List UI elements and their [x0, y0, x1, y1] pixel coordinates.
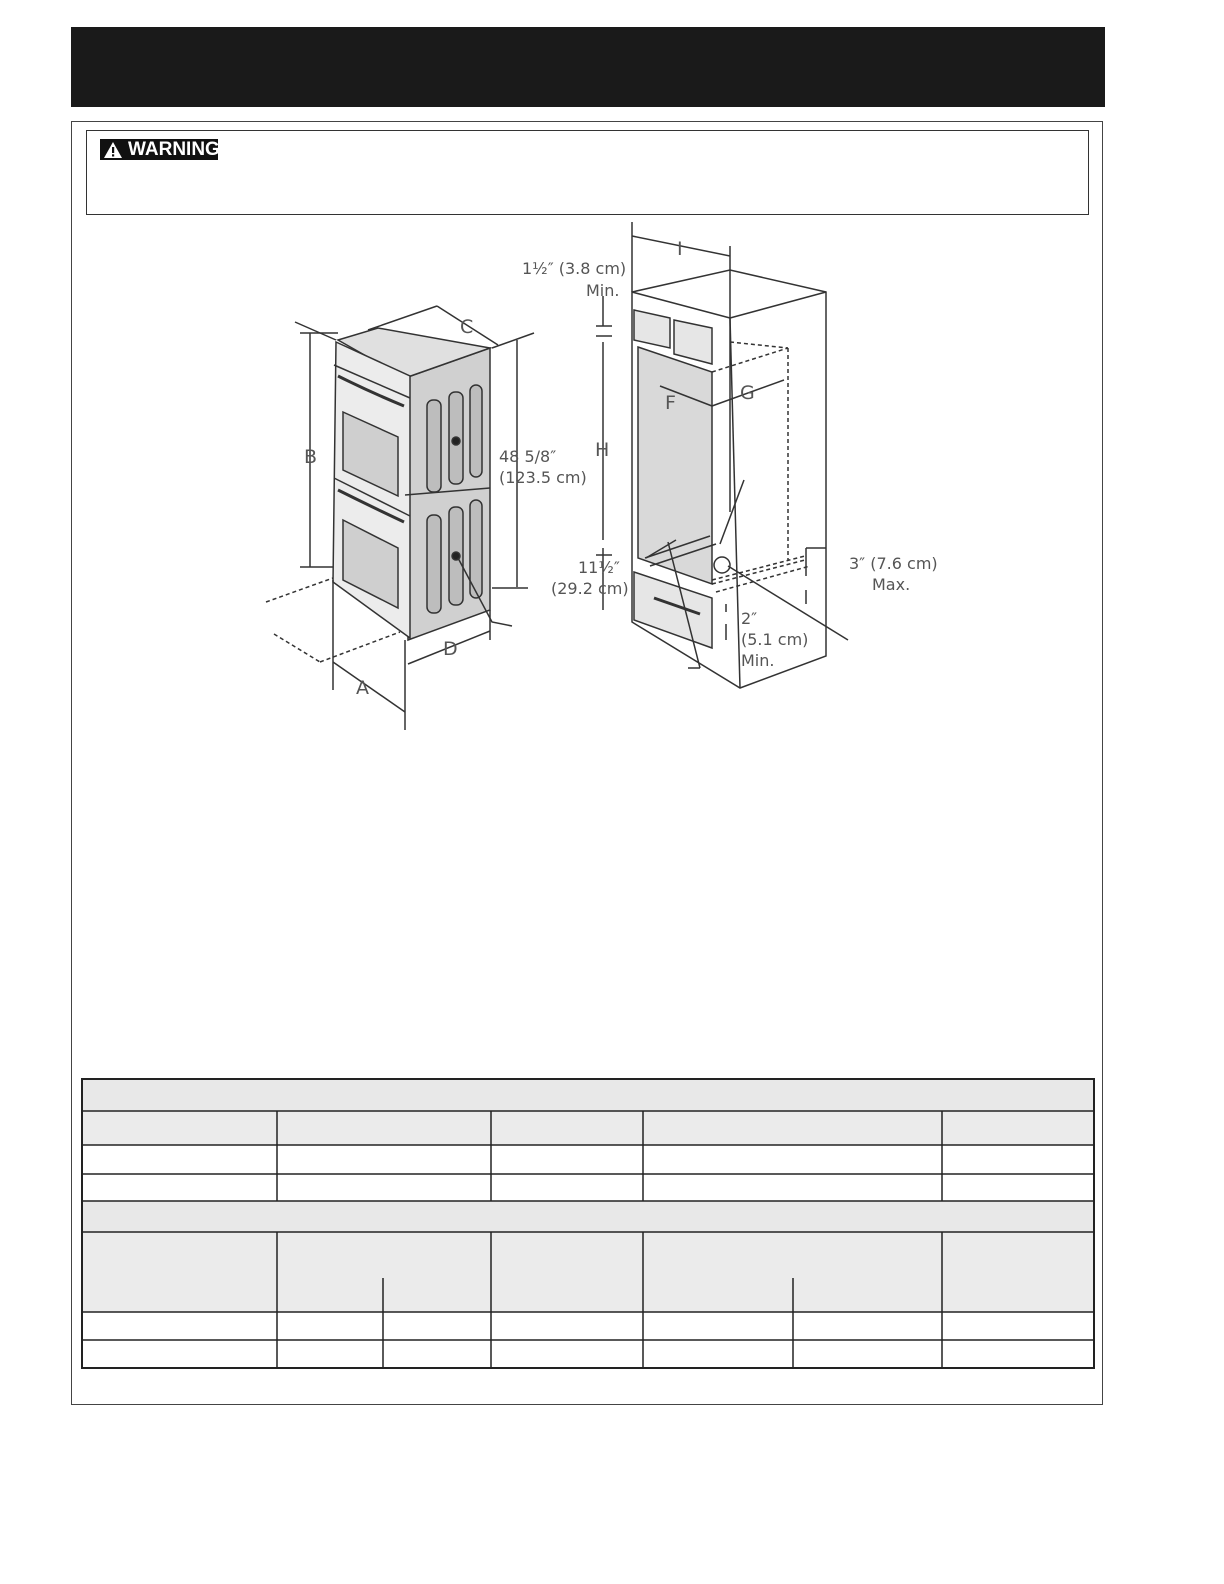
dim-label-d: D	[443, 638, 458, 660]
dim-oven-height-cm: (123.5 cm)	[499, 468, 587, 487]
dim-bottom-gap-cm: (5.1 cm)	[741, 630, 809, 649]
table-section-band	[83, 1201, 1093, 1232]
dim-label-b: B	[304, 446, 318, 468]
dim-bottom-gap-in: 2″	[741, 609, 758, 628]
dim-label-f: F	[665, 392, 676, 414]
dim-platform-max-in: 3″ (7.6 cm)	[849, 554, 938, 573]
dim-top-clearance-min: Min.	[586, 281, 620, 300]
dim-oven-height-in: 48 5/8″	[499, 447, 557, 466]
dim-base-height-cm: (29.2 cm)	[551, 579, 629, 598]
dim-bottom-gap-min: Min.	[741, 651, 775, 670]
dim-label-a: A	[356, 677, 369, 699]
dim-top-clearance-in: 1½″ (3.8 cm)	[522, 259, 627, 278]
dim-base-height-in: 11½″	[578, 558, 620, 577]
dim-platform-max: Max.	[872, 575, 911, 594]
dim-label-g: G	[740, 382, 755, 404]
dim-label-c: C	[460, 316, 474, 338]
dim-label-i: I	[677, 238, 683, 260]
warning-label: WARNING	[128, 138, 220, 160]
dimension-table	[81, 1078, 1095, 1369]
dim-label-h: H	[595, 439, 610, 461]
installation-diagram	[0, 0, 1224, 760]
table-header-band	[83, 1080, 1093, 1111]
